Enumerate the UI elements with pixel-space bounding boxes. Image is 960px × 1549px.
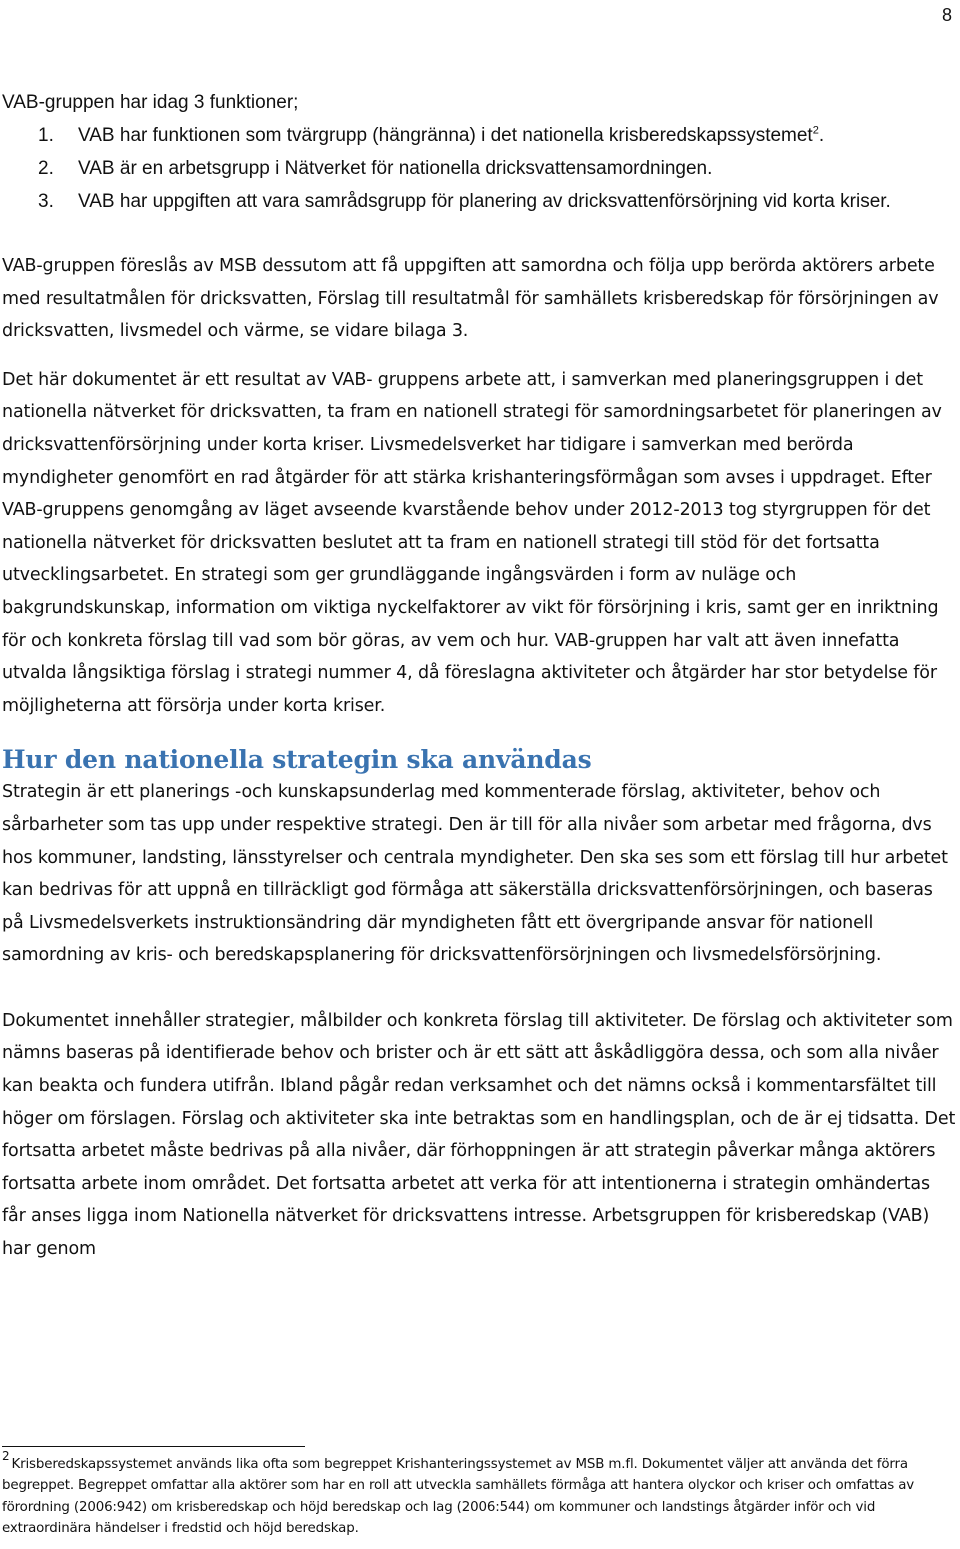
paragraph-document-background: Det här dokumentet är ett resultat av VAB- gruppens arbete att, i samverkan med planeringsgruppen i det nationella nätverket för dricksvatten, ta fram en nationell strategi för samordningsarbetet för planeringen av dricksvattenförsörjning under korta kriser. Livsmedelsverket har tidigare i samverkan med berörda myndigheter genomfört en rad åtgärder för att stärka krishanteringsförmågan som avses i uppdraget. Efter VAB-gruppens genomgång av läget avseende kvarstående behov under 2012-2013 tog styrgruppen för det nationella nätverket för dricksvatten beslutet att ta fram en nationell strategi till stöd för det fortsatta utvecklingsarbetet. En strategi som ger grundläggande ingångsvärden i form av nuläge och bakgrundskunskap, information om viktiga nyckelfaktorer av vikt för försörjning i kris, samt ger en inriktning för och konkreta förslag till vad som bör göras, av vem och hur. VAB-gruppen har valt att även innefatta utvalda långsiktiga förslag i strategi nummer 4, då föreslagna aktiviteter och åtgärder har stor betydelse för möjligheterna att försörja under korta kriser.: [2, 369, 942, 716]
footnote-mark: 2: [2, 1449, 10, 1463]
list-number: 1.: [38, 125, 54, 146]
footnote: [2, 1449, 952, 1539]
footnote-text: Krisberedskapssystemet används lika ofta som begreppet Krishanteringssystemet av MSB m.fl. Dokumentet väljer att använda det förra begreppet. Begreppet omfattar alla aktörer som har en roll att utveckla samhällets förmåga att hantera olyckor och kriser och omfattas av förordning (2006:942) om krisberedskap och höjd beredskap och lag (2006:544) om kommuner och landstings åtgärder inför och vid extraordinära händelser i fredstid och höjd beredskap.: [2, 1457, 915, 1536]
list-item-text: VAB har uppgiften att vara samrådsgrupp för planering av dricksvattenförsörjning vid korta kriser.: [78, 191, 891, 212]
document-body: [2, 86, 957, 1266]
list-item: [2, 185, 957, 218]
paragraph-document-contents: Dokumentet innehåller strategier, målbilder och konkreta förslag till aktiviteter. De förslag och aktiviteter som nämns baseras på identifierade behov och brister och är ett sätt att åskådliggöra dessa, och som alla nivåer kan beakta och fundera utifrån. Ibland pågår redan verksamhet och det nämns också i kommentarsfältet till höger om förslagen. Förslag och aktiviteter ska inte betraktas som en handlingsplan, och de är ej tidsatta. Det fortsatta arbetet måste bedrivas på alla nivåer, där förhoppningen är att strategin påverkar många aktörers fortsatta arbete inom området. Det fortsatta arbetet att verka för att intentionerna i strategin omhändertas får anses ligga inom Nationella nätverket för dricksvattens intresse. Arbetsgruppen för krisberedskap (VAB) har genom: [2, 1010, 956, 1260]
paragraph-strategy-purpose: Strategin är ett planerings -och kunskapsunderlag med kommenterade förslag, aktiviteter, behov och sårbarheter som tas upp under respektive strategi. Den är till för alla nivåer som arbetar med frågorna, dvs hos kommuner, landsting, länsstyrelser och centrala myndigheter. Den ska ses som ett förslag till hur arbetet kan bedrivas för att uppnå en tillräckligt god förmåga att säkerställa dricksvattenförsörjningen, och baseras på Livsmedelsverkets instruktionsändring där myndigheten fått ett övergripande ansvar för nationell samordning av kris- och beredskapsplanering för dricksvattenförsörjningen och livsmedelsförsörjning.: [2, 782, 948, 966]
list-item: [2, 119, 957, 152]
list-number: 2.: [38, 158, 54, 179]
section-heading: Hur den nationella strategin ska användas: [2, 745, 592, 775]
functions-intro: VAB-gruppen har idag 3 funktioner;: [2, 92, 299, 113]
list-number: 3.: [38, 191, 54, 212]
list-item-text: VAB har funktionen som tvärgrupp (hängränna) i det nationella krisberedskapssystemet: [78, 125, 813, 146]
footnote-reference[interactable]: 2: [812, 124, 819, 137]
paragraph-msb-assignment: VAB-gruppen föreslås av MSB dessutom att få uppgiften att samordna och följa upp berörda aktörers arbete med resultatmålen för dricksvatten, Förslag till resultatmål för samhällets krisberedskap för försörjningen av dricksvatten, livsmedel och värme, se vidare bilaga 3.: [2, 256, 939, 342]
list-item-text: VAB är en arbetsgrupp i Nätverket för nationella dricksvattensamordningen.: [78, 158, 713, 179]
functions-list: [2, 119, 957, 218]
footnote-divider: [2, 1446, 305, 1447]
list-item: [2, 152, 957, 185]
list-item-punctuation: .: [818, 125, 825, 146]
page-number: 8: [941, 5, 952, 25]
